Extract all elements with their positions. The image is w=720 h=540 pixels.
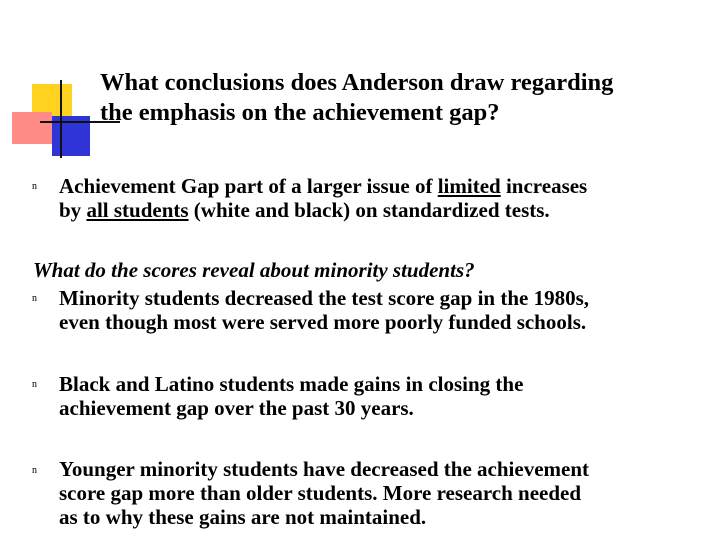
list-item [59,457,709,529]
first-point-text-c: by [59,198,87,222]
first-point-text-b: increases [500,174,588,198]
first-point-underlined-all-students: all students [86,198,189,222]
list-item-line: Younger minority students have decreased the achievement [59,457,590,481]
bullet-icon: n [32,465,37,476]
title-line-2: the emphasis on the achievement gap? [100,99,500,126]
section-question: What do the scores reveal about minority students? [33,258,475,282]
slide-title [100,68,700,128]
list-item-line: score gap more than older students. More research needed [59,481,582,505]
logo-vertical-line [60,80,62,158]
logo-red-square [12,112,52,144]
first-point-text-a: Achievement Gap part of a larger issue of [59,174,438,198]
bullet-icon: n [32,379,37,390]
first-point-underlined-limited: limited [437,174,501,198]
list-item-line: Black and Latino students made gains in closing the [59,372,524,396]
bullet-icon: n [32,181,37,192]
list-item [59,286,709,334]
list-item-line: as to why these gains are not maintained. [59,505,427,529]
title-line-1: What conclusions does Anderson draw regarding [100,69,614,96]
list-item-line: achievement gap over the past 30 years. [59,396,414,420]
list-item [59,372,709,420]
first-point-text-d: (white and black) on standardized tests. [188,198,550,222]
list-item-line: even though most were served more poorly funded schools. [59,310,587,334]
list-item-line: Minority students decreased the test score gap in the 1980s, [59,286,590,310]
bullet-icon: n [32,293,37,304]
first-point [59,174,709,222]
